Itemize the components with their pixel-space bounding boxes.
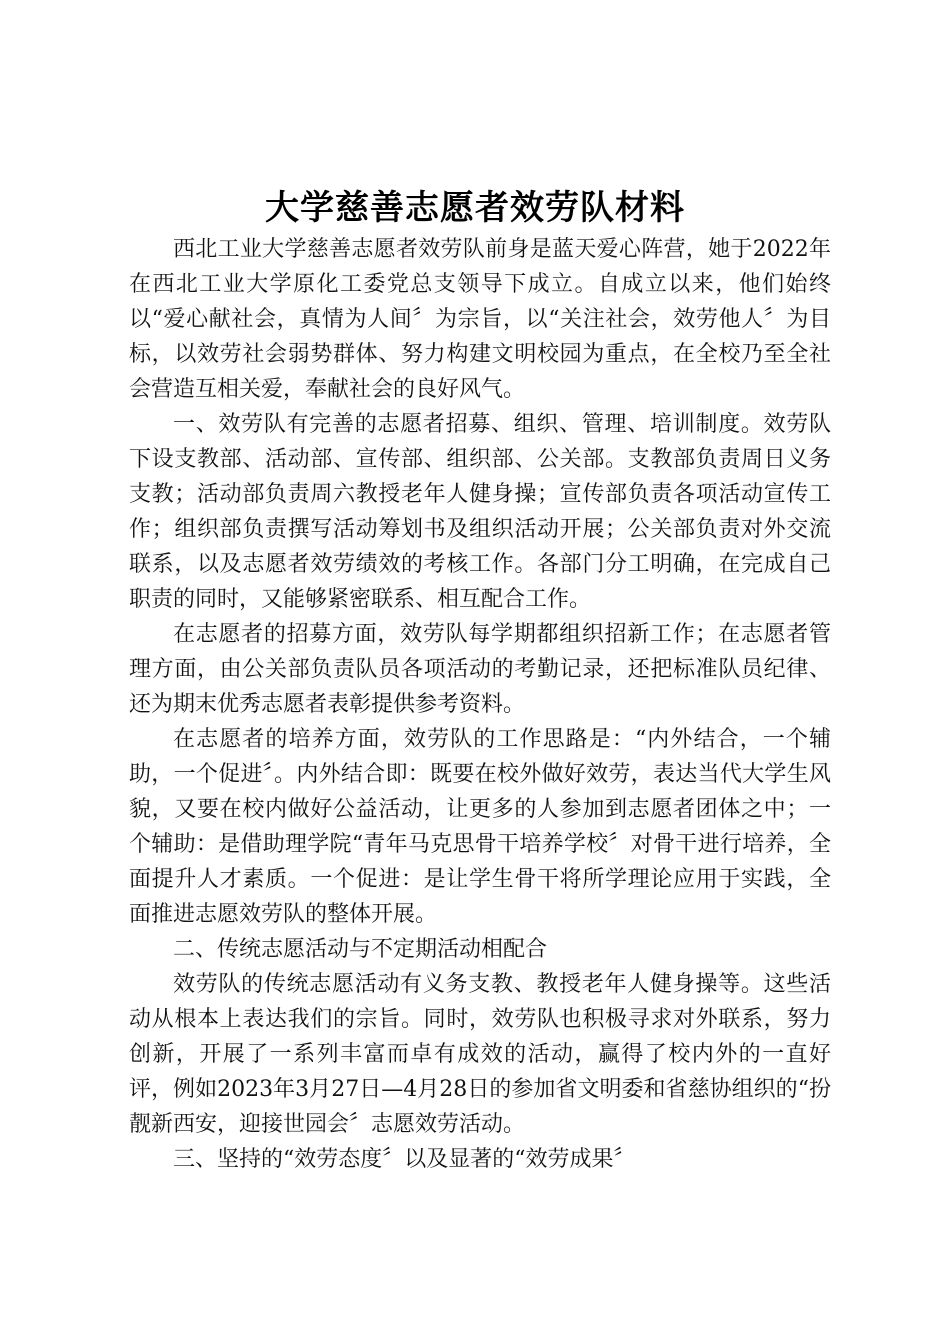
heading-section-two: 二、传统志愿活动与不定期活动相配合 (173, 937, 548, 962)
document-body (129, 232, 831, 1177)
document-title: 大学慈善志愿者效劳队材料 (265, 188, 685, 228)
paragraph-training: 在志愿者的培养方面，效劳队的工作思路是：“内外结合，一个辅助，一个促进〞。内外结合即：既要在校外做好效劳，表达当代大学生风貌，又要在校内做好公益活动，让更多的人参加到志愿者团体之中；一个辅助：是借助理学院“青年马克思骨干培养学校〞对骨干进行培养，全面提升人才素质。一个促进：是让学生骨干将所学理论应用于实践，全面推进志愿效劳队的整体开展。 (129, 727, 831, 927)
paragraph-recruitment: 在志愿者的招募方面，效劳队每学期都组织招新工作；在志愿者管理方面，由公关部负责队员各项活动的考勤记录，还把标准队员纪律、还为期末优秀志愿者表彰提供参考资料。 (129, 622, 831, 717)
paragraph-activities: 效劳队的传统志愿活动有义务支教、教授老年人健身操等。这些活动从根本上表达我们的宗旨。同时，效劳队也积极寻求对外联系，努力创新，开展了一系列丰富而卓有成效的活动，赢得了校内外的一直好评，例如2023年3月27日—4月28日的参加省文明委和省慈协组织的“扮靓新西安，迎接世园会〞志愿效劳活动。 (129, 972, 831, 1137)
paragraph-intro: 西北工业大学慈善志愿者效劳队前身是蓝天爱心阵营，她于2022年在西北工业大学原化工委党总支领导下成立。自成立以来，他们始终以“爱心献社会，真情为人间〞为宗旨，以“关注社会，效劳他人〞为目标，以效劳社会弱势群体、努力构建文明校园为重点，在全校乃至全社会营造互相关爱，奉献社会的良好风气。 (129, 237, 831, 402)
heading-section-three: 三、坚持的“效劳态度〞以及显著的“效劳成果〞 (173, 1147, 636, 1172)
paragraph-section-one: 一、效劳队有完善的志愿者招募、组织、管理、培训制度。效劳队下设支教部、活动部、宣传部、组织部、公关部。支教部负责周日义务支教；活动部负责周六教授老年人健身操；宣传部负责各项活动宣传工作；组织部负责撰写活动筹划书及组织活动开展；公关部负责对外交流联系，以及志愿者效劳绩效的考核工作。各部门分工明确，在完成自己职责的同时，又能够紧密联系、相互配合工作。 (129, 412, 831, 612)
